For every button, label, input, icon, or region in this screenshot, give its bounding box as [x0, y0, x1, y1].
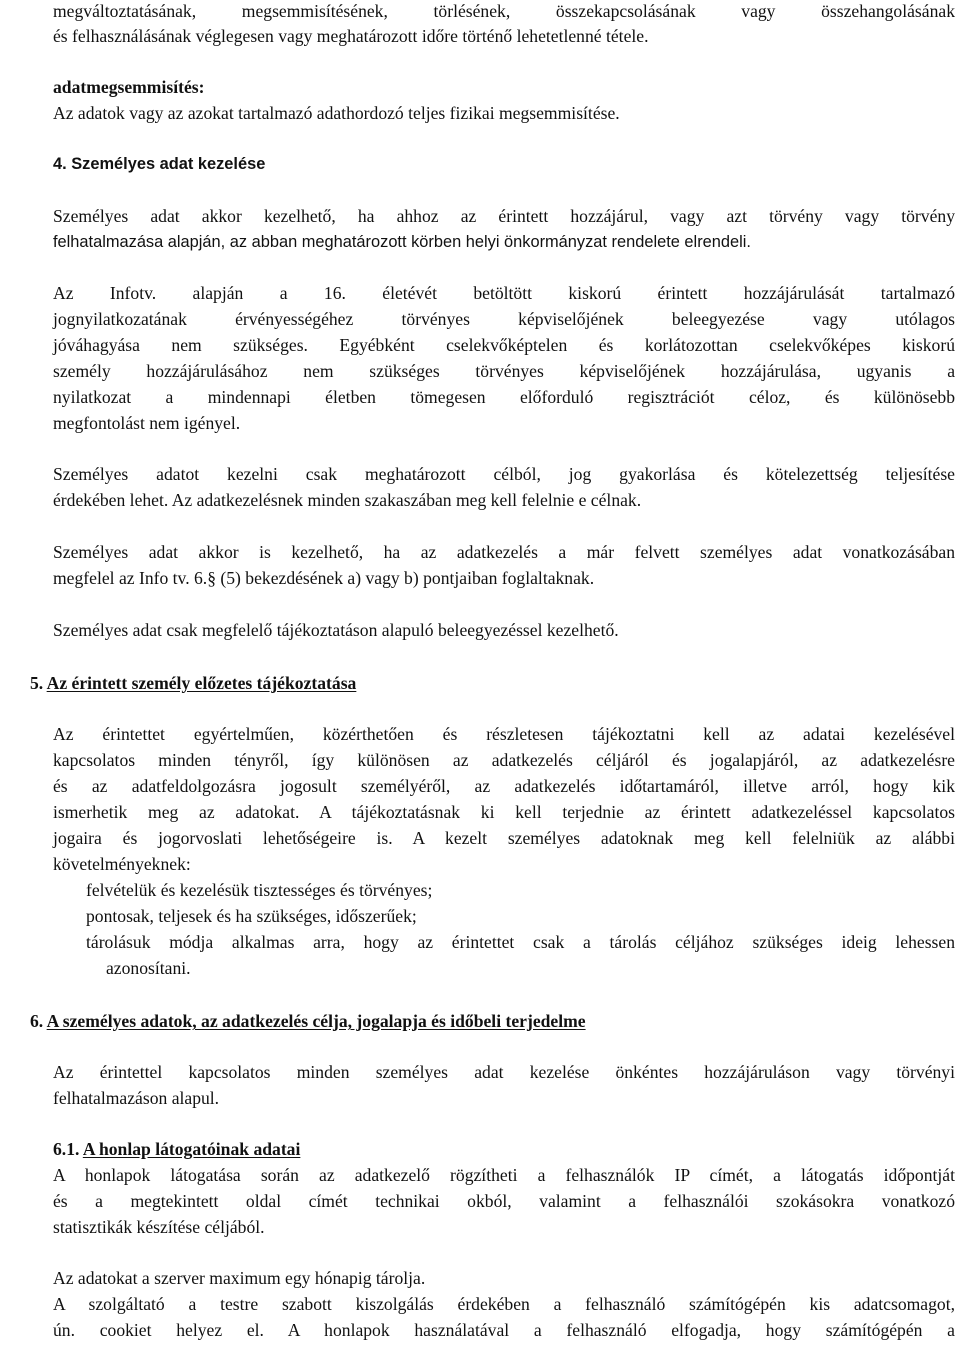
section-heading: [30, 675, 356, 693]
term-heading: adatmegsemmisítés:: [53, 77, 205, 97]
text-line: Személyes adat akkor kezelhető, ha ahhoz az érintett hozzájárul, vagy azt törvény vagy törvény: [53, 206, 955, 226]
text-line: megfontolást nem igényel.: [53, 413, 241, 433]
subsection-heading: [53, 1141, 300, 1159]
text-line: felhatalmazása alapján, az abban meghatározott körben helyi önkormányzat rendelete elrendeli.: [53, 233, 751, 251]
subsection-title: A honlap látogatóinak adatai: [82, 1139, 301, 1159]
text-line: jogaira és jogorvoslati lehetőségeire is. A kezelt személyes adatoknak meg kell felelniük az alábbi: [53, 828, 955, 848]
text-line: ún. cookiet helyez el. A honlapok használatával a felhasználó elfogadja, hogy számítógépén a: [53, 1320, 955, 1340]
section-number: 5.: [30, 673, 44, 693]
text-line: követelményeknek:: [53, 854, 191, 874]
text-line: Az érintettet egyértelműen, közérthetően és részletesen tájékoztatni kell az adatai kezelésével: [53, 724, 955, 744]
text-line: érdekében lehet. Az adatkezelésnek minden szakaszában meg kell felelnie e célnak.: [53, 490, 642, 510]
text-line: jóváhagyása nem szükséges. Egyébként cselekvőképtelen és korlátozottan cselekvőképes kiskorú: [53, 335, 955, 355]
text-line: megfelel az Info tv. 6.§ (5) bekezdésének a) vagy b) pontjaiban foglaltaknak.: [53, 568, 595, 588]
text-line: Személyes adat csak megfelelő tájékoztatáson alapuló beleegyezéssel kezelhető.: [53, 620, 619, 640]
text-line: és a megtekintett oldal címét technikai okból, valamint a felhasználói szokásokra vonatkozó: [53, 1191, 955, 1211]
section-number: 6.: [30, 1011, 44, 1031]
list-item: pontosak, teljesek és ha szükséges, időszerűek;: [86, 906, 417, 926]
text-line: felhatalmazáson alapul.: [53, 1088, 220, 1108]
section-heading: [30, 1013, 586, 1031]
text-line: megváltoztatásának, megsemmisítésének, törlésének, összekapcsolásának vagy összehangolásának: [53, 1, 955, 21]
text-line: A honlapok látogatása során az adatkezelő rögzítheti a felhasználók IP címét, a látogatás időpontját: [53, 1165, 955, 1185]
text-line: és felhasználásának véglegesen vagy meghatározott időre történő lehetetlenné tétele.: [53, 26, 649, 46]
section-title: Az érintett személy előzetes tájékoztatása: [46, 673, 357, 693]
text-line: Személyes adat akkor is kezelhető, ha az adatkezelés a már felvett személyes adat vonatkozásában: [53, 542, 955, 562]
text-line: Az érintettel kapcsolatos minden személyes adat kezelése önkéntes hozzájáruláson vagy törvényi: [53, 1062, 955, 1082]
section-title: A személyes adatok, az adatkezelés célja, jogalapja és időbeli terjedelme: [46, 1011, 586, 1031]
list-item: felvételük és kezelésük tisztességes és törvényes;: [86, 880, 433, 900]
text-line: és az adatfeldolgozásra jogosult személyéről, az adatkezelés időtartamáról, illetve arról, hogy kik: [53, 776, 955, 796]
text-line: Az adatok vagy az azokat tartalmazó adathordozó teljes fizikai megsemmisítése.: [53, 103, 620, 123]
text-line: személy hozzájárulásához nem szükséges törvényes képviselőjének hozzájárulása, ugyanis a: [53, 361, 955, 381]
subsection-number: 6.1.: [53, 1139, 80, 1159]
list-item: tárolásuk módja alkalmas arra, hogy az érintettet csak a tárolás céljához szükséges ideig lehessen: [86, 932, 955, 952]
text-line: Az adatokat a szerver maximum egy hónapig tárolja.: [53, 1268, 426, 1288]
text-line: ismerhetik meg az adatokat. A tájékoztatásnak ki kell terjednie az érintett adatkezeléssel kapcsolatos: [53, 802, 955, 822]
text-line: kapcsolatos minden tényről, így különösen az adatkezelés céljáról és jogalapjáról, az adatkezelésre: [53, 750, 955, 770]
list-item-continuation: azonosítani.: [106, 958, 191, 978]
text-line: Az Infotv. alapján a 16. életévét betöltött kiskorú érintett hozzájárulását tartalmazó: [53, 283, 955, 303]
section-heading: 4. Személyes adat kezelése: [53, 155, 266, 173]
text-line: nyilatkozat a mindennapi életben tömegesen előforduló regisztrációt céloz, és különösebb: [53, 387, 955, 407]
text-line: Személyes adatot kezelni csak meghatározott célból, jog gyakorlása és kötelezettség teljesítése: [53, 464, 955, 484]
text-line: jognyilatkozatának érvényességéhez törvényes képviselőjének beleegyezése vagy utólagos: [53, 309, 955, 329]
text-line: A szolgáltató a testre szabott kiszolgálás érdekében a felhasználó számítógépén kis adatcsomagot,: [53, 1294, 955, 1314]
text-line: statisztikák készítése céljából.: [53, 1217, 265, 1237]
